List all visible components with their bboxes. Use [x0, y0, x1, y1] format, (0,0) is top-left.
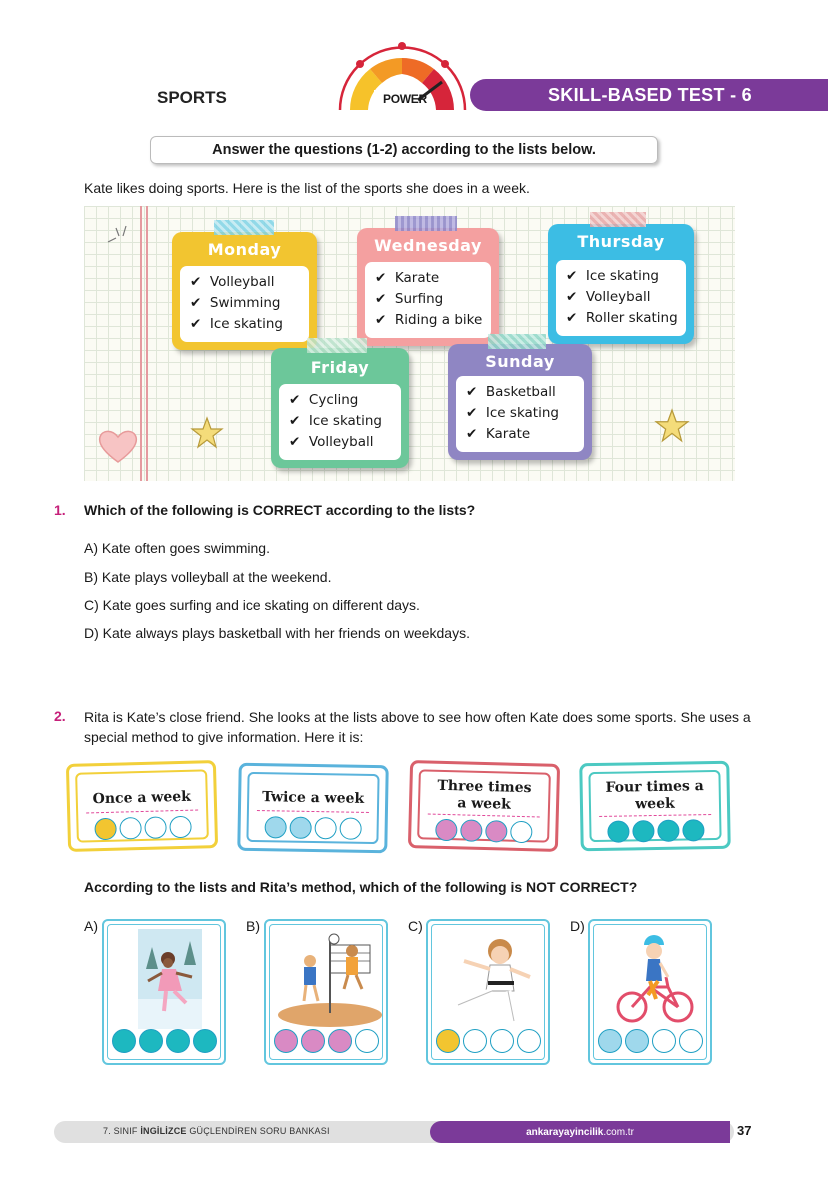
- choice-a-card[interactable]: [102, 919, 226, 1065]
- filled-dot: [607, 820, 629, 842]
- filled-dot: [166, 1029, 190, 1053]
- filled-dot: [485, 820, 508, 843]
- day-list: [556, 260, 686, 336]
- answer-option-b[interactable]: B) Kate plays volleyball at the weekend.: [84, 569, 332, 585]
- dashed-divider: [257, 810, 369, 813]
- filled-dot: [682, 819, 704, 841]
- list-item: ✔ Volleyball: [190, 274, 275, 290]
- choice-dots: [270, 1029, 382, 1053]
- day-list: [365, 262, 491, 338]
- sparkle-lines-icon: [106, 224, 130, 246]
- test-title-band: [470, 79, 828, 111]
- answer-option-d[interactable]: D) Kate always plays basketball with her friends on weekdays.: [84, 625, 470, 641]
- frequency-dots: [419, 818, 548, 843]
- frequency-box-three-times: [408, 760, 560, 852]
- page-number: 37: [737, 1123, 752, 1138]
- list-item: ✔ Karate: [466, 426, 531, 442]
- sub-question-text: According to the lists and Rita’s method, which of the following is NOT CORRECT?: [84, 879, 638, 895]
- list-item: ✔ Volleyball: [289, 434, 374, 450]
- frequency-dots: [248, 816, 376, 840]
- choice-letter: C): [408, 918, 423, 934]
- choice-dots: [594, 1029, 706, 1053]
- question-text: Which of the following is CORRECT according to the lists?: [84, 502, 476, 518]
- choice-d-card[interactable]: [588, 919, 712, 1065]
- star-icon: [654, 408, 690, 444]
- filled-dot: [632, 820, 654, 842]
- filled-dot: [274, 1029, 298, 1053]
- frequency-dots: [78, 815, 207, 840]
- empty-dot: [144, 816, 167, 839]
- section-title: SPORTS: [157, 88, 227, 107]
- filled-dot: [598, 1029, 622, 1053]
- question-text: Rita is Kate’s close friend. She looks at the lists above to see how often Kate does some sports. She uses a special method to give information. Here it is:: [84, 709, 751, 745]
- filled-dot: [625, 1029, 649, 1053]
- dashed-divider: [599, 814, 711, 817]
- instruction-box: [150, 136, 658, 164]
- test-title: SKILL-BASED TEST - 6: [547, 84, 752, 105]
- list-item: ✔ Ice skating: [190, 316, 283, 332]
- frequency-box-once: [66, 760, 218, 852]
- tape-decoration: [214, 220, 274, 235]
- empty-dot: [490, 1029, 514, 1053]
- footer-website[interactable]: ankarayayincilik .com.tr: [430, 1121, 730, 1143]
- day-title: Thursday: [577, 232, 665, 251]
- list-item: ✔ Karate: [375, 270, 440, 286]
- tape-decoration: [395, 216, 457, 231]
- empty-dot: [652, 1029, 676, 1053]
- filled-dot: [460, 819, 483, 842]
- karate-girl-icon: [444, 931, 542, 1029]
- list-item: ✔ Surfing: [375, 291, 444, 307]
- dashed-divider: [428, 814, 540, 818]
- filled-dot: [112, 1029, 136, 1053]
- day-card-thursday: [548, 224, 694, 344]
- day-list: [279, 384, 401, 460]
- filled-dot: [657, 820, 679, 842]
- list-item: ✔ Volleyball: [566, 289, 651, 305]
- list-item: ✔ Ice skating: [566, 268, 659, 284]
- frequency-dots: [591, 819, 719, 843]
- empty-dot: [339, 817, 361, 839]
- choice-dots: [432, 1029, 544, 1053]
- list-item: ✔ Riding a bike: [375, 312, 483, 328]
- filled-dot: [193, 1029, 217, 1053]
- margin-line: [140, 206, 142, 481]
- instruction-text: Answer the questions (1-2) according to the lists below.: [212, 142, 596, 158]
- choice-dots: [108, 1029, 220, 1053]
- question-number: 1.: [54, 502, 66, 518]
- schedule-panel: [84, 206, 735, 481]
- day-title: Monday: [207, 240, 282, 259]
- frequency-label: Twice a week: [261, 789, 365, 807]
- empty-dot: [679, 1029, 703, 1053]
- frequency-box-four-times: [579, 761, 731, 852]
- ice-skating-girl-icon: [138, 929, 202, 1029]
- choice-letter: D): [570, 918, 585, 934]
- day-title: Wednesday: [374, 236, 482, 255]
- filled-dot: [264, 816, 286, 838]
- choice-letter: A): [84, 918, 98, 934]
- day-title: Sunday: [485, 352, 555, 371]
- margin-line: [146, 206, 148, 481]
- day-list: [456, 376, 584, 452]
- empty-dot: [169, 816, 192, 839]
- empty-dot: [119, 817, 142, 840]
- frequency-label: Four times a week: [605, 778, 704, 813]
- list-item: ✔ Ice skating: [466, 405, 559, 421]
- filled-dot: [328, 1029, 352, 1053]
- choice-b-card[interactable]: [264, 919, 388, 1065]
- list-item: ✔ Basketball: [466, 384, 556, 400]
- day-title: Friday: [310, 358, 370, 377]
- filled-dot: [139, 1029, 163, 1053]
- tape-decoration: [307, 338, 367, 353]
- list-item: ✔ Swimming: [190, 295, 281, 311]
- day-list: [180, 266, 309, 342]
- filled-dot: [301, 1029, 325, 1053]
- tape-decoration: [488, 334, 546, 349]
- question-number: 2.: [54, 708, 66, 724]
- empty-dot: [355, 1029, 379, 1053]
- answer-option-c[interactable]: C) Kate goes surfing and ice skating on different days.: [84, 597, 420, 613]
- list-item: ✔ Cycling: [289, 392, 359, 408]
- answer-option-a[interactable]: A) Kate often goes swimming.: [84, 540, 270, 556]
- volleyball-players-icon: [276, 931, 384, 1029]
- choice-letter: B): [246, 918, 260, 934]
- choice-c-card[interactable]: [426, 919, 550, 1065]
- empty-dot: [463, 1029, 487, 1053]
- frequency-label: Once a week: [92, 788, 192, 808]
- filled-dot: [435, 819, 458, 842]
- cycling-girl-icon: [608, 931, 702, 1029]
- gauge-label: POWER: [383, 92, 427, 106]
- dashed-divider: [86, 810, 198, 814]
- day-card-sunday: [448, 344, 592, 460]
- intro-text: Kate likes doing sports. Here is the list of the sports she does in a week.: [84, 180, 530, 196]
- tape-decoration: [590, 212, 646, 227]
- list-item: ✔ Roller skating: [566, 310, 678, 326]
- star-icon: [190, 416, 224, 450]
- day-card-wednesday: [357, 228, 499, 346]
- heart-icon: [96, 428, 140, 464]
- filled-dot: [436, 1029, 460, 1053]
- empty-dot: [517, 1029, 541, 1053]
- empty-dot: [314, 817, 336, 839]
- list-item: ✔ Ice skating: [289, 413, 382, 429]
- footer-book-title: 7. SINIF İNGİLİZCE GÜÇLENDİREN SORU BANKASI: [103, 1126, 330, 1136]
- empty-dot: [510, 821, 533, 844]
- day-card-monday: [172, 232, 317, 350]
- frequency-label: Three times a week: [437, 777, 532, 813]
- filled-dot: [94, 818, 117, 841]
- filled-dot: [289, 817, 311, 839]
- day-card-friday: [271, 348, 409, 468]
- frequency-box-twice: [237, 763, 389, 854]
